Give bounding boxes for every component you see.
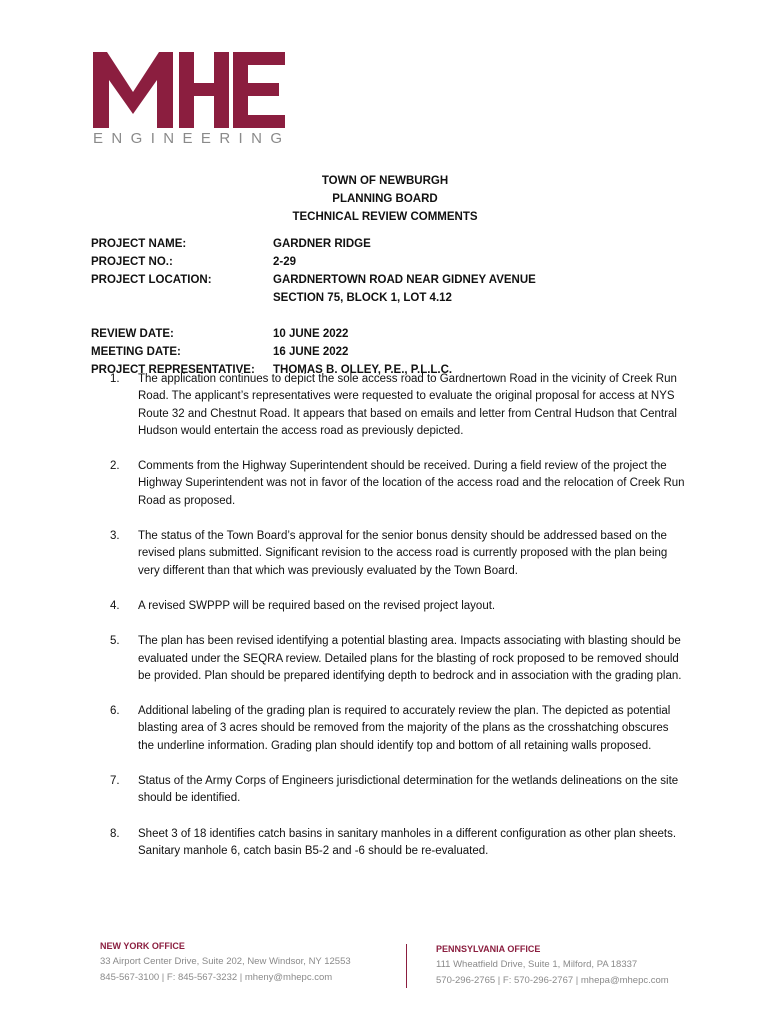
comment-item (110, 703, 685, 755)
meeting-date-label: MEETING DATE: (91, 346, 181, 358)
comment-text: The plan has been revised identifying a potential blasting area. Impacts associating with blasting should be evaluated under the SEQRA review. Detailed plans for the blasting of rock proposed to be removed should be provided. Plan should be prepared identifying depth to bedrock and in association with the grading plan. (138, 635, 682, 682)
comment-item (110, 773, 685, 808)
project-location-line2: SECTION 75, BLOCK 1, LOT 4.12 (273, 292, 452, 304)
comment-item (110, 528, 685, 580)
ny-office-title: NEW YORK OFFICE (100, 941, 185, 951)
header-town: TOWN OF NEWBURGH (321, 175, 449, 187)
project-no-row (91, 253, 536, 271)
spacer (91, 307, 536, 325)
project-info (91, 235, 536, 379)
comment-number: 8. (110, 827, 120, 840)
mhe-logo-mark (93, 48, 285, 130)
footer-divider (406, 944, 407, 988)
pa-office-contact: 570-296-2765 | F: 570-296-2767 | mhepa@mhepc.com (436, 975, 669, 986)
review-date-value: 10 JUNE 2022 (273, 328, 349, 340)
representative-value: THOMAS B. OLLEY, P.E., P.L.L.C. (273, 364, 453, 376)
comment-text: Additional labeling of the grading plan is required to accurately review the plan. The depicted as potential blasting area of 3 acres should be removed from the majority of the plans as the crosshatching obscures the underline information. Grading plan should identify top and bottom of all retaining walls proposed. (138, 705, 671, 752)
representative-label: PROJECT REPRESENTATIVE: (91, 364, 255, 376)
pa-office-address: 111 Wheatfield Drive, Suite 1, Milford, PA 18337 (436, 959, 638, 970)
comment-text: The status of the Town Board’s approval for the senior bonus density should be addressed based on the revised plans submitted. Significant revision to the access road is currently proposed with the plan being very different than that which was previously evaluated by the Town Board. (138, 530, 668, 577)
comment-item (110, 633, 685, 685)
ny-office-address: 33 Airport Center Drive, Suite 202, New Windsor, NY 12553 (100, 956, 351, 967)
project-location-label: PROJECT LOCATION: (91, 274, 212, 286)
comment-number: 3. (110, 530, 120, 543)
comment-number: 4. (110, 599, 120, 612)
footer-pa (436, 941, 669, 989)
project-name-label: PROJECT NAME: (91, 238, 187, 250)
logo-subtitle: ENGINEERING (93, 130, 291, 147)
comment-item (110, 458, 685, 510)
pa-office-title: PENNSYLVANIA OFFICE (436, 944, 541, 954)
comment-item (110, 371, 685, 440)
project-name-value: GARDNER RIDGE (273, 238, 371, 250)
comment-number: 6. (110, 705, 120, 718)
header-title: TECHNICAL REVIEW COMMENTS (292, 211, 478, 223)
project-no-label: PROJECT NO.: (91, 256, 173, 268)
comment-number: 1. (110, 373, 120, 385)
footer-ny (100, 938, 351, 986)
comment-number: 2. (110, 460, 120, 473)
comment-text: A revised SWPPP will be required based on the revised project layout. (138, 599, 496, 612)
review-date-label: REVIEW DATE: (91, 328, 174, 340)
comment-item (110, 598, 685, 615)
comment-number: 7. (110, 775, 120, 788)
comment-item (110, 826, 685, 861)
comments-list (110, 371, 685, 878)
comment-text: Comments from the Highway Superintendent should be received. During a field review of the project the Highway Superintendent was not in favor of the location of the access road and the relocation of Creek Run Road as proposed. (138, 460, 685, 507)
project-name-row (91, 235, 536, 253)
ny-office-contact: 845-567-3100 | F: 845-567-3232 | mheny@mhepc.com (100, 972, 333, 983)
company-logo (93, 48, 291, 158)
comment-text: Sheet 3 of 18 identifies catch basins in sanitary manholes in a different configuration as other plan sheets. Sanitary manhole 6, catch basin B5-2 and -6 should be re-evaluated. (138, 827, 677, 857)
project-location-row (91, 271, 536, 307)
project-no-value: 2-29 (273, 256, 297, 268)
comment-text: Status of the Army Corps of Engineers jurisdictional determination for the wetlands delineations on the site should be identified. (138, 775, 679, 805)
review-date-row (91, 325, 536, 343)
comment-text: The application continues to depict the sole access road to Gardnertown Road in the vicinity of Creek Run Road. The applicant’s representatives were requested to evaluate the original proposal for access at NYS Route 32 and Chestnut Road. It appears that based on emails and letter from Central Hudson that Central Hudson would entertain the access road as previously depicted. (138, 373, 677, 437)
meeting-date-value: 16 JUNE 2022 (273, 346, 349, 358)
document-header (0, 172, 770, 226)
project-location-line1: GARDNERTOWN ROAD NEAR GIDNEY AVENUE (273, 274, 536, 286)
project-location-value (273, 271, 536, 307)
meeting-date-row (91, 343, 536, 361)
header-board: PLANNING BOARD (332, 193, 438, 205)
comment-number: 5. (110, 635, 120, 648)
